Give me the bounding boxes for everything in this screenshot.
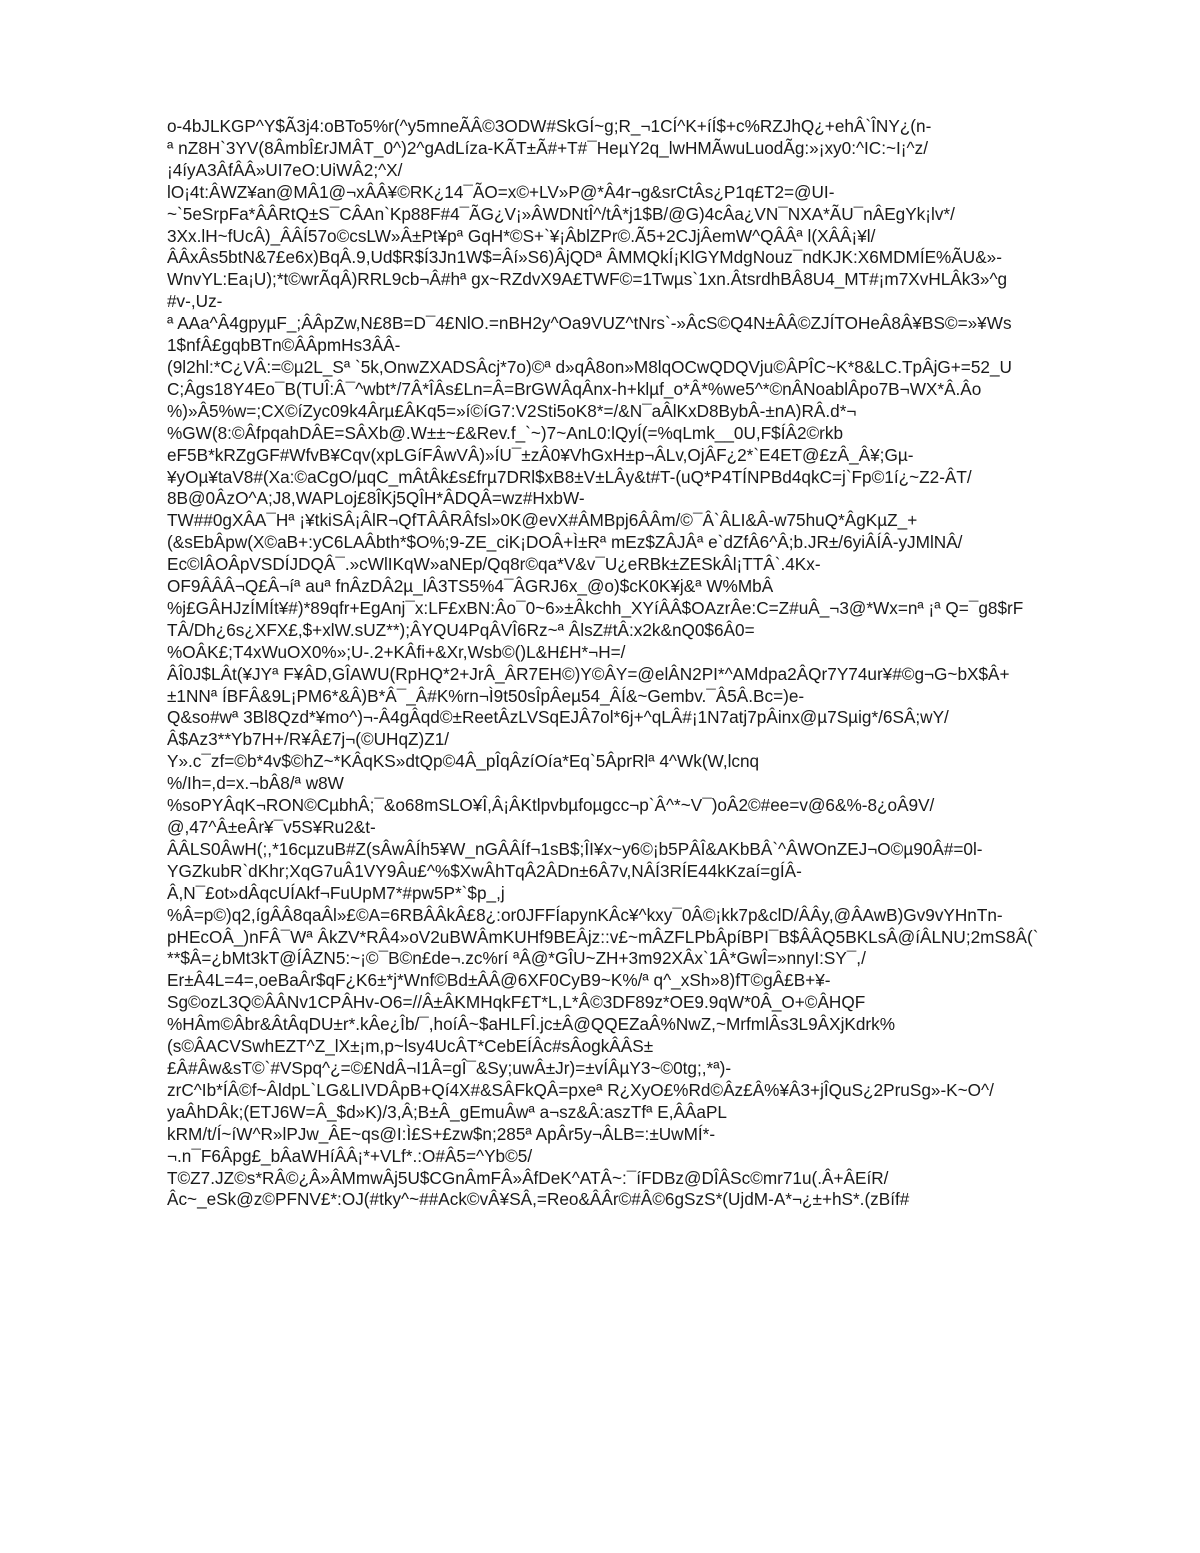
text-line: Â,N¯£ot»dÂqcUÍAkf¬FuUpM7*#pw5P*`$p_,j bbox=[167, 882, 505, 903]
text-line: %j£GÂHJzÍMÍt¥#)*89qfr+EgAnj¯x:LF£xBN:Âo¯0~6»±Âkchh_XYíÂÂ$OAzrÂe:C=Z#uÂ_¬3@*Wx=nª ¡ª Q=¯g8$rF bbox=[167, 597, 1024, 618]
text-line: pHEcOÂ_)nFÂ¯Wª ÂkZV*RÂ4»oV2uBWÂmKUHf9BEÂjz::v£~mÂZFLPbÂpíBPI¯B$ÂÂQ5BKLsÂ@íÂLNU;2mS8Â(` bbox=[167, 926, 1039, 947]
text-line: zrC^Ib*ÍÂ©f~ÂldpL`LG&LIVDÂpB+Qí4X#&SÂFkQÂ=pxeª R¿XyO£%Rd©Âz£Â%¥Â3+jÎQuS¿2PruSg»-K~O^/ bbox=[167, 1079, 994, 1100]
text-line: YGZkubR`dKhr;XqG7uÂ1VY9Âu£^%$XwÂhTqÂ2ÂDn±6Â7v,NÂÍ3RÍE44kKzaí=gÍÂ- bbox=[167, 860, 802, 881]
text-line: ¬.n¯F6Âpg£_bÂaWHíÂÂ¡*+VLf*.:O#Â5=^Yb©5/ bbox=[167, 1145, 533, 1166]
text-line: T©Z7.JZ©s*RÂ©¿Â»ÂMmwÂj5U$CGnÂmFÂ»ÂfDeK^ATÂ~:¯íFDBz@DÎÂSc©mr71u(.Â+ÂEíR/ bbox=[167, 1167, 889, 1188]
text-line: %HÂm©Âbr&ÂtÂqDU±r*.kÂe¿Îb/¯,hoíÂ~$aHLFÎ.jc±Â@QQEZaÂ%NwZ,~MrfmlÂs3L9ÂXjKdrk% bbox=[167, 1014, 896, 1035]
text-line: **$Â=¿bMt3kT@ÍÂZN5:~¡©¯B©n£de¬.zc%rí ªÂ@*GÎU~ZH+3m92XÂx`1Â*GwÎ=»nnyI:SY¯,/ bbox=[167, 948, 866, 969]
text-line: C;Âgs18Y4Eo¯B(TUÎ:Â¯^wbt*/7Â*ÎÂs£Ln=Â=BrGWÂqÂnx-h+klµf_o*Â*%we5^*©nÂNoablÂpo7B¬WX*Â.Âo bbox=[167, 378, 982, 399]
text-line: %GW(8:©ÂfpqahDÂE=SÂXb@.W±±~£&Rev.f_`~)7~AnL0:lQyÍ(=%qLmk__0U,F$ÍÂ2©rkb bbox=[167, 422, 844, 443]
text-line: 3Xx.lH~fUcÂ)_ÂÂÍ57o©csLW»Â±Pt¥pª GqH*©S+`¥¡ÂblZPr©.Ã5+2CJjÂemW^QÂÂª l(XÂÂ¡¥l/ bbox=[167, 225, 876, 246]
text-line: o-4bJLKGP^Y$Ã3j4:oBTo5%r(^y5mneÃÂ©3ODW#SkGÍ~g;R_¬1CÍ^K+íÍ$+c%RZJhQ¿+ehÂ`ÎNY¿(n- bbox=[167, 116, 932, 136]
text-line: %/Ih=,d=x.¬bÂ8/ª w8W bbox=[167, 773, 344, 794]
text-line: ~`5eSrpFa*ÂÂRtQ±S¯CÂAn`Kp88F#4¯ÃG¿V¡»ÂWDNtÎ^/tÂ*j1$B/@G)4cÂa¿VN¯NXA*ÃU¯nÂEgYk¡lv*/ bbox=[167, 203, 955, 224]
text-line: ÂÎ0J$LÂt(¥JYª F¥ÂD,GÎAWU(RpHQ*2+JrÂ_ÂR7EH©)Y©ÂY=@elÂN2PI*^AMdpa2ÂQr7Y74ur¥#©g¬G~bX$Â+ bbox=[167, 663, 1010, 684]
text-line: @,47^Â±eÂr¥¯v5S¥Ru2&t- bbox=[167, 817, 376, 837]
text-line: ÂÂLS0ÂwH(;,*16cµzuB#Z(sÂwÂÍh5¥W_nGÂÂÍf¬1sB$;ÎI¥x~y6©¡b5PÂÎ&AKbBÂ`^ÂWOnZEJ¬O©µ90Â#=0l- bbox=[167, 838, 983, 859]
text-line: Ec©lÂOÂpVSDÍJDQÂ¯.»cWlIKqW»aNEp/Qq8r©qa*V&v¯U¿eRBk±ZESkÂl¡TTÂ`.4Kx- bbox=[167, 554, 821, 575]
text-line: yaÂhDÂk;(ETJ6W=Â_$d»K)/3,Â;B±Â_gEmuÂwª a¬sz&Â:aszTfª E,ÂÂaPL bbox=[167, 1101, 727, 1122]
text-line: ±1NNª ÍBFÂ&9L¡PM6*&Â)B*Â¯_Â#K%rn¬Ì9t50sÎpÂeµ54_ÂÍ&~Gembv.¯Â5Â.Bc=)e- bbox=[167, 685, 805, 706]
text-line: Âc~_eSk@z©PFNV£*:OJ(#tky^~##Ack©vÂ¥SÂ,=Reo&ÂÂr©#Â©6gSzS*(UjdM-A*¬¿±+hS*.(zBíf# bbox=[167, 1189, 910, 1210]
text-line: %)»Â5%w=;CX©íZyc09k4Ârµ£ÂKq5=»í©íG7:V2Sti5oK8*=/&N¯aÂlKxD8BybÂ-±nA)RÂ.d*¬ bbox=[167, 400, 857, 421]
text-line: %soPYÂqK¬RON©CµbhÂ;¯&o68mSLO¥Î,Â¡ÂKtlpvbµfoµgcc¬p`Â^*~V¯)oÂ2©#ee=v@6&%-8¿oÂ9V/ bbox=[167, 795, 935, 816]
text-line: lO¡4t:ÂWZ¥an@MÂ1@¬xÂÂ¥©RK¿14¯ÃO=x©+LV»P@*Â4r¬g&srCtÂs¿P1q£T2=@UI- bbox=[167, 181, 835, 202]
document-body-text bbox=[167, 116, 1127, 1211]
text-line: (s©ÂACVSwhEZT^Z_lX±¡m,p~lsy4UcÂT*CebEÍÂc#sÂogkÂÂS± bbox=[167, 1036, 654, 1057]
text-line: ª nZ8H`3YV(8ÂmbÎ£rJMÂT_0^)2^gAdLíza-KÃT±Ã#+T#¯HeµY2q_lwHMÃwuLuodÃg:»¡xy0:^IC:~I¡^z/ bbox=[167, 137, 928, 158]
text-line: 1$nfÂ£gqbBTn©ÂÂpmHs3ÂÂ- bbox=[167, 335, 401, 356]
text-line: 8B@0ÂzO^A;J8,WAPLoj£8ÎKj5QÎH*ÂDQÂ=wz#HxbW- bbox=[167, 488, 585, 509]
text-line: eF5B*kRZgGF#WfvB¥Cqv(xpLGíFÂwVÂ)»ÍU¯±zÂ0¥VhGxH±p¬ÂLv,OjÂF¿2*`E4ET@£zÂ_Â¥;Gµ- bbox=[167, 444, 914, 465]
text-line: ª AAa^Â4gpyµF_;ÂÂpZw,N£8B=D¯4£NlO.=nBH2y^Oa9VUZ^tNrs`-»ÂcS©Q4N±ÂÂ©ZJÍTOHeÂ8Â¥BS©=»¥Ws bbox=[167, 313, 1012, 334]
text-line: Â$Az3**Yb7H+/R¥Â£7j¬(©UHqZ)Z1/ bbox=[167, 729, 450, 750]
text-line: £Â#Âw&sT©`#VSpq^¿=©£NdÂ¬I1Â=gÎ¯&Sy;uwÂ±Jr)=±vÍÂµY3~©0tg;,*ª)- bbox=[167, 1057, 732, 1078]
text-line: Sg©ozL3Q©ÂÂNv1CPÂHv-O6=//Â±ÂKMHqkF£T*L,L*Â©3DF89z*OE9.9qW*0Â_O+©ÂHQF bbox=[167, 992, 866, 1013]
text-line: WnvYL:Ea¡U);*t©wrÃqÂ)RRL9cb¬Â#hª gx~RZdvX9A£TWF©=1Twµs`1xn.ÂtsrdhBÂ8U4_MT#¡m7XvHLÂk3»^g bbox=[167, 269, 1008, 290]
text-line: ¥yOµ¥taV8#(Xa:©aCgO/µqC_mÂtÂk£s£frµ7DRl$xB8±V±LÂy&t#T-(uQ*P4TÍNPBd4qkC=j`Fp©1í¿~Z2-ÂT/ bbox=[167, 466, 972, 487]
text-line: Y».c¯zf=©b*4v$©hZ~*KÂqKS»dtQp©4Â_pÎqÂzíOía*Eq`5ÂprRlª 4^Wk(W,lcnq bbox=[167, 751, 760, 772]
text-line: Q&so#wª 3Bl8Qzd*¥mo^)¬-Â4gÂqd©±ReetÂzLVSqEJÂ7ol*6j+^qLÂ#¡1N7atj7pÂinx@µ7Sµig*/6SÂ;wY/ bbox=[167, 707, 949, 728]
text-line: TW##0gXÂA¯Hª ¡¥tkiSÂ¡ÂlR¬QfTÂÂRÂfsl»0K@evX#ÂMBpj6ÂÂm/©¯Â`ÂLI&Â-w75huQ*ÂgKµZ_+ bbox=[167, 510, 918, 531]
text-line: %OÂK£;T4xWuOX0%»;U-.2+KÂfi+&Xr,Wsb©()L&H£H*¬H=/ bbox=[167, 641, 626, 662]
text-line: #v-,Uz- bbox=[167, 291, 223, 312]
text-line: OF9ÂÂÂ¬Q£Â¬íª auª fnÂzDÂ2µ_lÂ3TS5%4¯ÂGRJ6x_@o)$cK0K¥j&ª W%MbÂ bbox=[167, 576, 774, 597]
text-line: kRM/t/Í~íW^R»lPJw_ÂE~qs@I:Ì£S+£zw$n;285ª ApÂr5y¬ÂLB=:±UwMÍ*- bbox=[167, 1123, 716, 1144]
text-line: TÂ/Dh¿6s¿XFX£,$+xlW.sUZ**);ÂYQU4PqÂVÎ6Rz~ª ÂlsZ#tÂ:x2k&nQ0$6Â0= bbox=[167, 619, 755, 640]
text-line: ÂÂxÂs5btN&7£e6x)BqÂ.9,Ud$R$Í3Jn1W$=Âí»S6)ÂjQDª ÂMMQkÍ¡KlGYMdgNouz¯ndKJK:X6MDMÍE%ÃU&»- bbox=[167, 247, 1002, 268]
text-line: ¡4íyA3ÂfÂÂ»UI7eO:UiWÂ2;^X/ bbox=[167, 159, 403, 180]
text-line: %Â=p©)q2,ígÂÂ8qaÂl»£©A=6RBÂÂkÂ£8¿:or0JFFÍapynKÂc¥^kxy¯0Â©¡kk7p&clD/ÂÂy,@ÂAwB)Gv9vYHnTn- bbox=[167, 904, 1003, 925]
text-line: (&sEbÂpw(X©aB+:yC6LAÂbth*$O%;9-ZE_ciK¡DOÂ+Ì±Rª mEz$ZÂJÂª e`dZfÂ6^Â;b.JR±/6yiÂÍÂ-yJMlNÂ/ bbox=[167, 532, 963, 553]
text-line: Er±Â4L=4=,oeBaÂr$qF¿K6±*j*Wnf©Bd±ÂÂ@6XF0CyB9~K%/ª q^_xSh»8)fT©gÂ£B+¥- bbox=[167, 970, 831, 991]
text-line: (9l2hl:*C¿VÂ:=©µ2L_Sª `5k,OnwZXADSÂcj*7o)©ª d»qÂ8on»M8lqOCwQDQVju©ÂPÎC~K*8&LC.TpÂjG+=52_U bbox=[167, 356, 1012, 377]
